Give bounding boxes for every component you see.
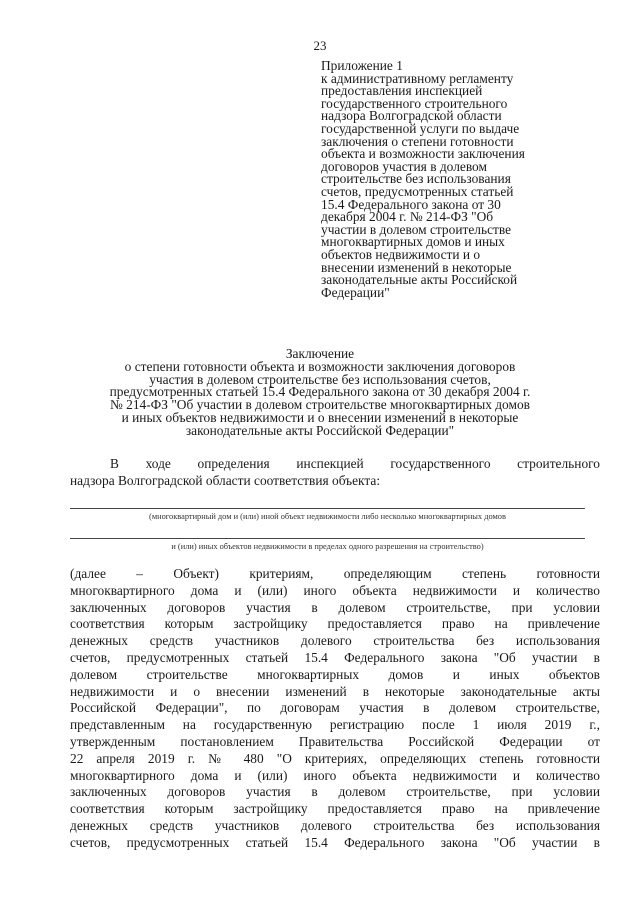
bodytext-line: счетов, предусмотренных статьей 15.4 Федерального закона "Об участии в (70, 834, 600, 850)
body-paragraph (70, 566, 600, 852)
title-line: и иных объектов недвижимости и о внесении изменений в некоторые (121, 409, 519, 425)
appendix-line: предоставления инспекцией (321, 83, 483, 99)
appendix-line: участии в долевом строительстве (321, 221, 512, 237)
appendix-line: объектов недвижимости и о (321, 246, 481, 262)
appendix-line: государственного строительного (321, 95, 508, 111)
title-line: участия в долевом строительстве без использования счетов, (149, 371, 491, 387)
fill-in-caption: и (или) иных объектов недвижимости в пределах одного разрешения на строительство) (171, 542, 484, 551)
title-line: законодательные акты Российской Федерации" (185, 422, 455, 438)
appendix-line: государственной услуги по выдаче (321, 120, 520, 136)
appendix-line: договоров участия в долевом (321, 158, 487, 174)
bodytext-line: недвижимости и о внесении изменений в некоторые законодательные акты (70, 683, 600, 699)
bodytext-line: утвержденным постановлением Правительства Российской Федерации от (70, 733, 600, 749)
bodytext-line: многоквартирного дома и (или) иного объекта недвижимости и количество (70, 582, 600, 598)
appendix-line: объекта и возможности заключения (321, 146, 525, 162)
bodytext-line: Российской Федерации", по договорам участия в долевом строительстве, (70, 700, 600, 716)
document-title (0, 348, 640, 438)
intro-line: В ходе определения инспекцией государственного строительного (110, 456, 600, 471)
appendix-line: надзора Волгоградской области (321, 108, 502, 124)
bodytext-line: 22 апреля 2019 г. № 480 "О критериях, определяющих степень готовности (70, 750, 600, 766)
bodytext-line: многоквартирного дома и (или) иного объекта недвижимости и количество (70, 767, 600, 783)
appendix-line: к административному регламенту (321, 70, 514, 86)
intro-line: надзора Волгоградской области соответствия объекта: (70, 472, 381, 488)
appendix-line: Приложение 1 (321, 58, 403, 73)
fill-in-line (70, 508, 585, 509)
appendix-line: счетов, предусмотренных статьей (321, 183, 514, 199)
appendix-line: внесении изменений в некоторые (321, 259, 512, 275)
bodytext-line: денежных средств участников долевого строительства без использования (70, 633, 600, 649)
bodytext-line: заключенных договоров участия в долевом строительстве, при условии (70, 599, 600, 615)
title-line: № 214-ФЗ "Об участии в долевом строительстве многоквартирных домов (110, 397, 530, 413)
appendix-line: Федерации" (321, 284, 390, 300)
bodytext-line: (далее – Объект) критериям, определяющим степень готовности (70, 566, 600, 581)
bodytext-line: представленным на государственную регистрацию после 1 июля 2019 г., (70, 717, 600, 733)
fill-in-caption: (многоквартирный дом и (или) иной объект недвижимости либо несколько многоквартирных домов (149, 512, 506, 521)
appendix-line: 15.4 Федерального закона от 30 (321, 196, 501, 212)
appendix-line: законодательные акты Российской (321, 272, 518, 288)
title-line: предусмотренных статьей 15.4 Федерального закона от 30 декабря 2004 г. (109, 384, 531, 400)
title-line: о степени готовности объекта и возможности заключения договоров (124, 358, 516, 374)
page-number: 23 (313, 38, 327, 53)
title-line: Заключение (285, 346, 355, 361)
fill-in-line (70, 538, 585, 539)
bodytext-line: долевом строительстве многоквартирных домов и иных объектов (70, 666, 600, 682)
appendix-line: строительстве без использования (321, 171, 511, 187)
bodytext-line: соответствия которым застройщику предоставляется право на привлечение (70, 801, 600, 817)
intro-paragraph (70, 456, 600, 489)
appendix-line: заключения о степени готовности (321, 133, 514, 149)
bodytext-line: счетов, предусмотренных статьей 15.4 Федерального закона "Об участии в (70, 649, 600, 665)
bodytext-line: денежных средств участников долевого строительства без использования (70, 817, 600, 833)
bodytext-line: заключенных договоров участия в долевом строительстве, при условии (70, 784, 600, 800)
appendix-line: многоквартирных домов и иных (321, 234, 505, 250)
appendix-header (321, 60, 621, 299)
bodytext-line: соответствия которым застройщику предоставляется право на привлечение (70, 616, 600, 632)
appendix-line: декабря 2004 г. № 214-ФЗ "Об (321, 209, 494, 225)
